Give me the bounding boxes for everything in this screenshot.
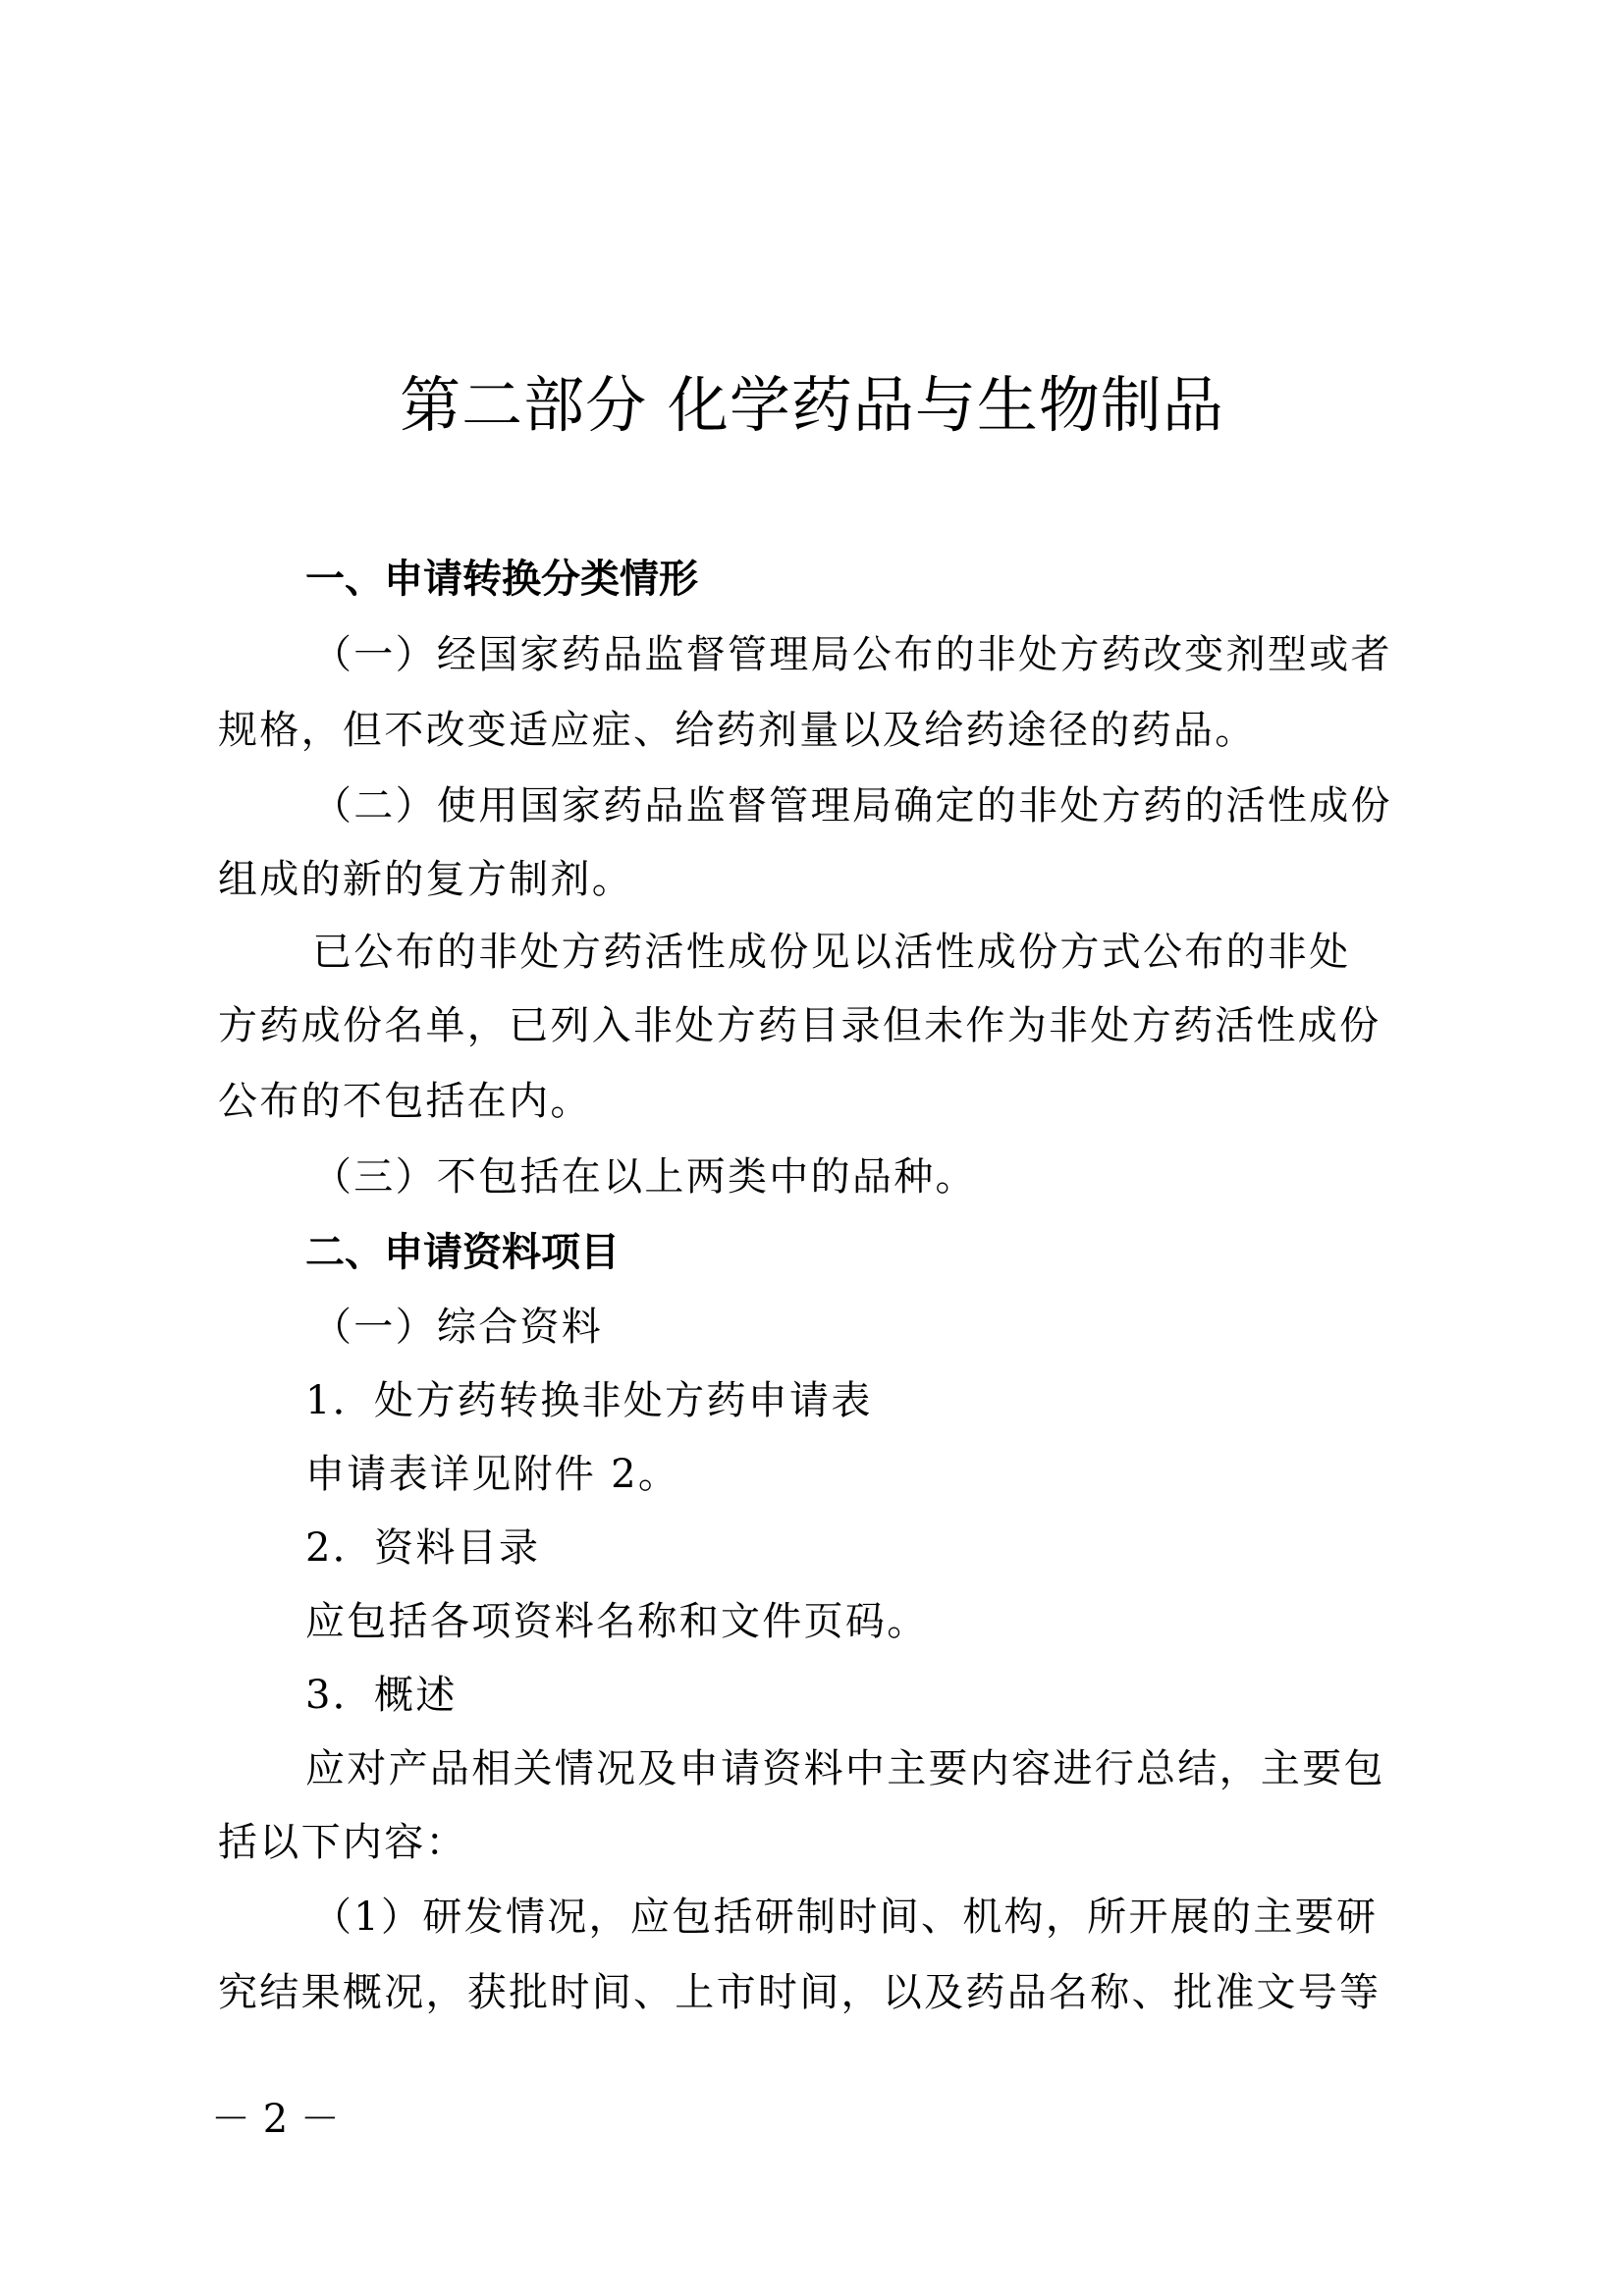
paragraph-line: （二）使用国家药品监督管理局确定的非处方药的活性成份 (312, 783, 1392, 828)
paragraph-line: 应对产品相关情况及申请资料中主要内容进行总结，主要包 (305, 1746, 1385, 1791)
paragraph-line: 已公布的非处方药活性成份见以活性成份方式公布的非处 (312, 930, 1351, 975)
paragraph-line: 公布的不包括在内。 (218, 1079, 592, 1124)
paragraph-line: （一）经国家药品监督管理局公布的非处方药改变剂型或者 (312, 632, 1392, 677)
document-title: 第二部分 化学药品与生物制品 (400, 369, 1224, 441)
page-number: － 2 － (211, 2097, 340, 2142)
paragraph-line: （三）不包括在以上两类中的品种。 (312, 1154, 977, 1200)
paragraph-line: 申请表详见附件 2。 (305, 1452, 680, 1497)
item-heading: 2．资料目录 (305, 1525, 541, 1571)
paragraph-line: 方药成份名单，已列入非处方药目录但未作为非处方药活性成份 (218, 1003, 1381, 1048)
paragraph-line: （1）研发情况，应包括研制时间、机构，所开展的主要研 (312, 1895, 1379, 1940)
paragraph-line: 括以下内容： (218, 1820, 467, 1865)
item-heading: 3．概述 (305, 1673, 458, 1718)
subsection-heading: （一）综合资料 (312, 1305, 604, 1350)
paragraph-line: 规格，但不改变适应症、给药剂量以及给药途径的药品。 (218, 708, 1257, 753)
section-heading-1: 一、申请转换分类情形 (305, 557, 698, 602)
paragraph-line: 组成的新的复方制剂。 (218, 857, 633, 902)
paragraph-line: 究结果概况，获批时间、上市时间，以及药品名称、批准文号等 (218, 1970, 1381, 2015)
paragraph-line: 应包括各项资料名称和文件页码。 (305, 1599, 929, 1644)
item-heading: 1．处方药转换非处方药申请表 (305, 1378, 873, 1423)
section-heading-2: 二、申请资料项目 (305, 1230, 620, 1275)
